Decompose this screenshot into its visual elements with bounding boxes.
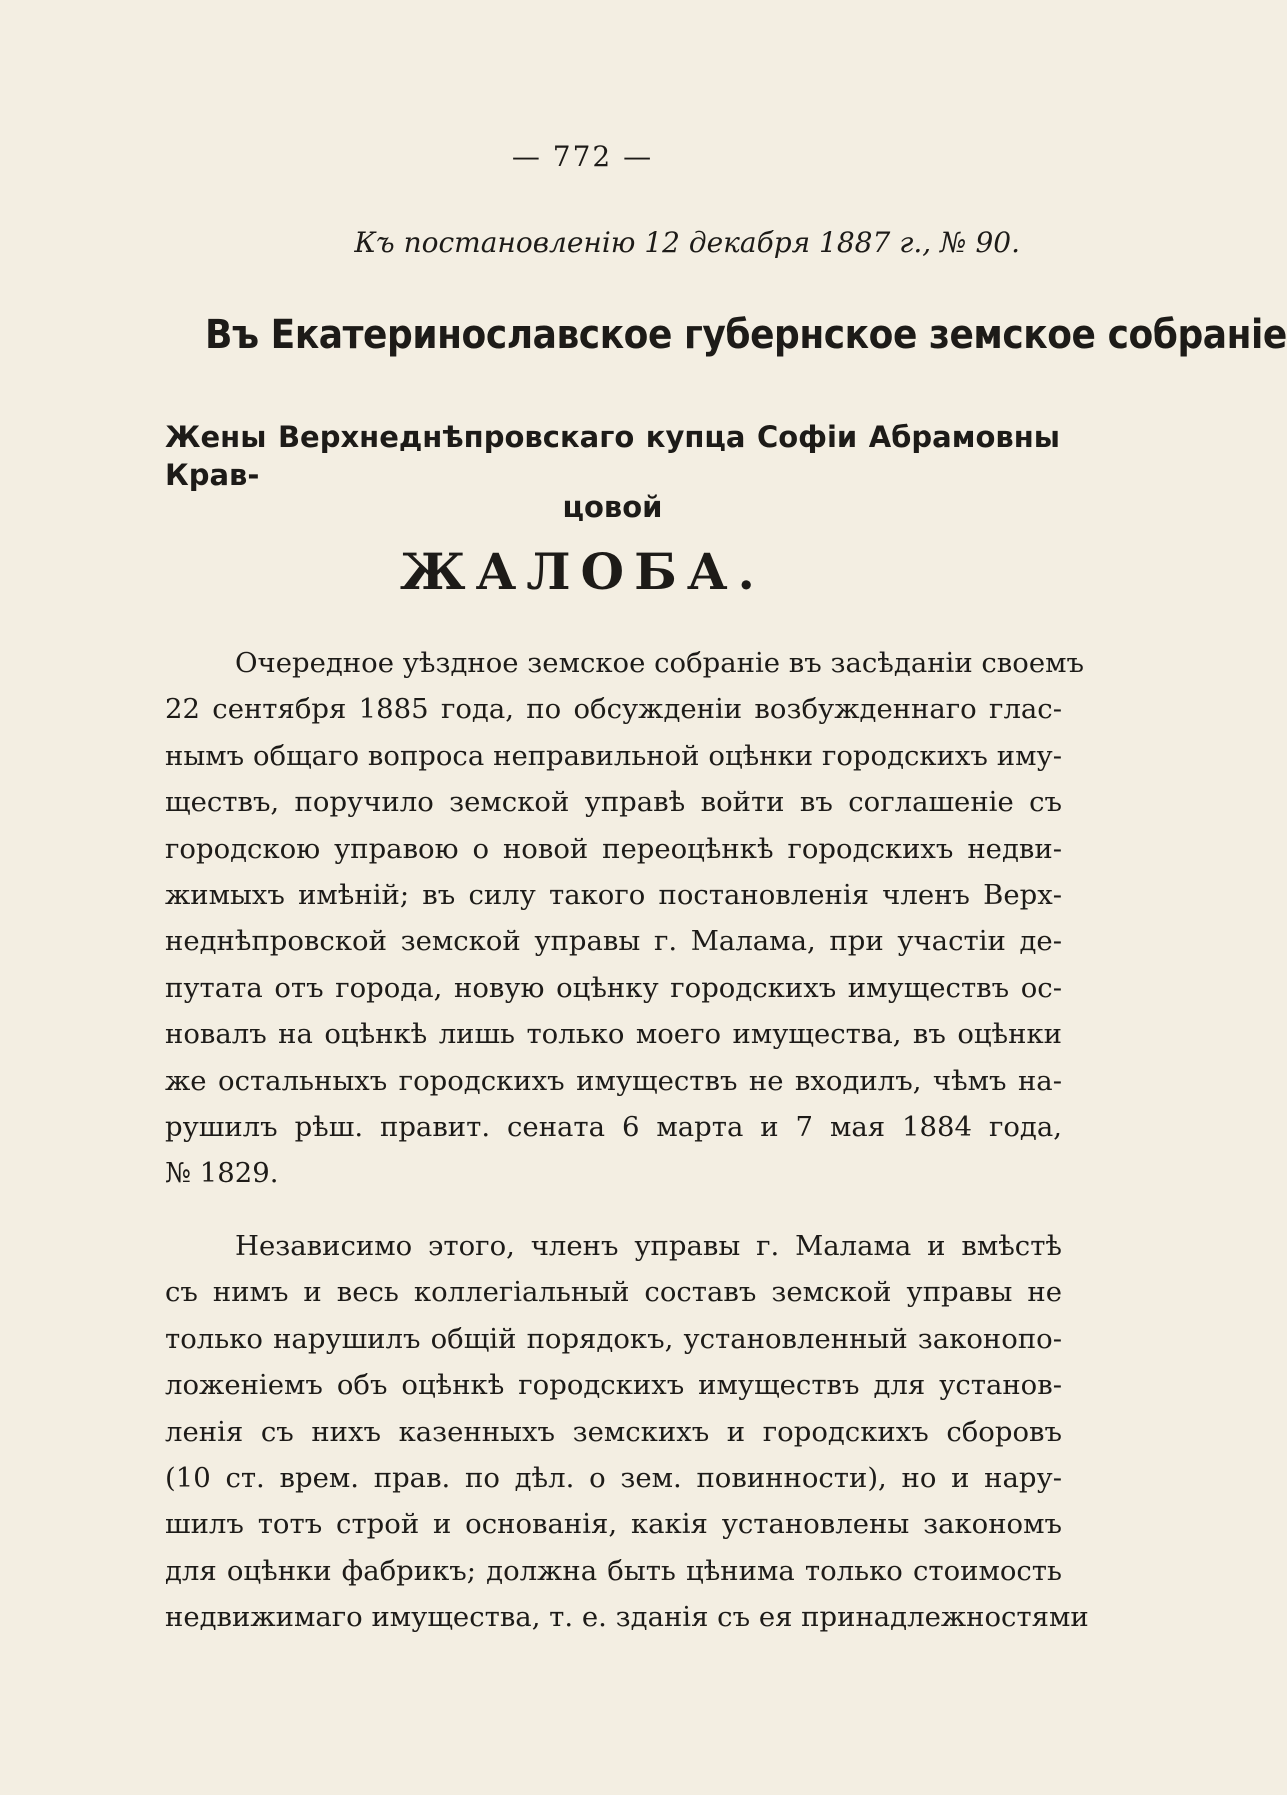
document-title: ЖАЛОБА.	[400, 542, 765, 601]
text-line: неднѣпровской земской управы г. Малама, при участіи де-	[165, 925, 1062, 958]
paragraph	[165, 1223, 1089, 1641]
body-text	[165, 640, 1089, 1641]
text-line: же остальныхъ городскихъ имуществъ не входилъ, чѣмъ на-	[165, 1064, 1062, 1097]
text-line: рушилъ рѣш. правит. сената 6 марта и 7 мая 1884 года,	[165, 1111, 1062, 1144]
text-line: ленія съ нихъ казенныхъ земскихъ и городскихъ сборовъ	[165, 1415, 1062, 1448]
petitioner-line-1: Жены Верхнеднѣпровскаго купца Софіи Абрамовны Крав-	[165, 420, 1060, 492]
petitioner-subheading	[165, 418, 1060, 526]
paragraph-gap	[165, 1197, 1062, 1223]
paragraph	[165, 640, 1085, 1197]
page-number: — 772 —	[511, 140, 654, 173]
text-line: (10 ст. врем. прав. по дѣл. о зем. повинности), но и нару-	[165, 1461, 1062, 1494]
text-line: городскою управою о новой переоцѣнкѣ городскихъ недви-	[165, 832, 1062, 865]
text-line: Независимо этого, членъ управы г. Малама и вмѣстѣ	[235, 1229, 1062, 1262]
text-line: жимыхъ имѣній; въ силу такого постановленія членъ Верх-	[165, 879, 1062, 912]
text-line: недвижимаго имущества, т. е. зданія съ ея принадлежностями	[165, 1601, 1089, 1634]
text-line: только нарушилъ общій порядокъ, установленный законопо-	[165, 1322, 1062, 1355]
text-line: 22 сентября 1885 года, по обсужденіи возбужденнаго глас-	[165, 693, 1062, 726]
text-line: ществъ, поручило земской управѣ войти въ соглашеніе съ	[165, 786, 1062, 819]
resolution-reference: Къ постановленію 12 декабря 1887 г., № 90.	[354, 226, 1020, 259]
addressee-heading: Въ Екатеринославское губернское земское собраніе	[205, 312, 1287, 358]
text-line: Очередное уѣздное земское собраніе въ засѣданіи своемъ	[235, 647, 1085, 679]
petitioner-line-2: цовой	[562, 490, 663, 524]
text-line: № 1829.	[165, 1157, 279, 1190]
text-line: новалъ на оцѣнкѣ лишь только моего имущества, въ оцѣнки	[165, 1018, 1062, 1051]
text-line: для оцѣнки фабрикъ; должна быть цѣнима только стоимость	[165, 1554, 1062, 1587]
text-line: ложеніемъ объ оцѣнкѣ городскихъ имуществъ для установ-	[165, 1369, 1062, 1402]
text-line: съ нимъ и весь коллегіальный составъ земской управы не	[165, 1276, 1062, 1309]
text-line: путата отъ города, новую оцѣнку городскихъ имуществъ ос-	[165, 971, 1062, 1004]
text-line: нымъ общаго вопроса неправильной оцѣнки городскихъ иму-	[165, 739, 1062, 772]
text-line: шилъ тотъ строй и основанія, какія установлены закономъ	[165, 1508, 1062, 1541]
